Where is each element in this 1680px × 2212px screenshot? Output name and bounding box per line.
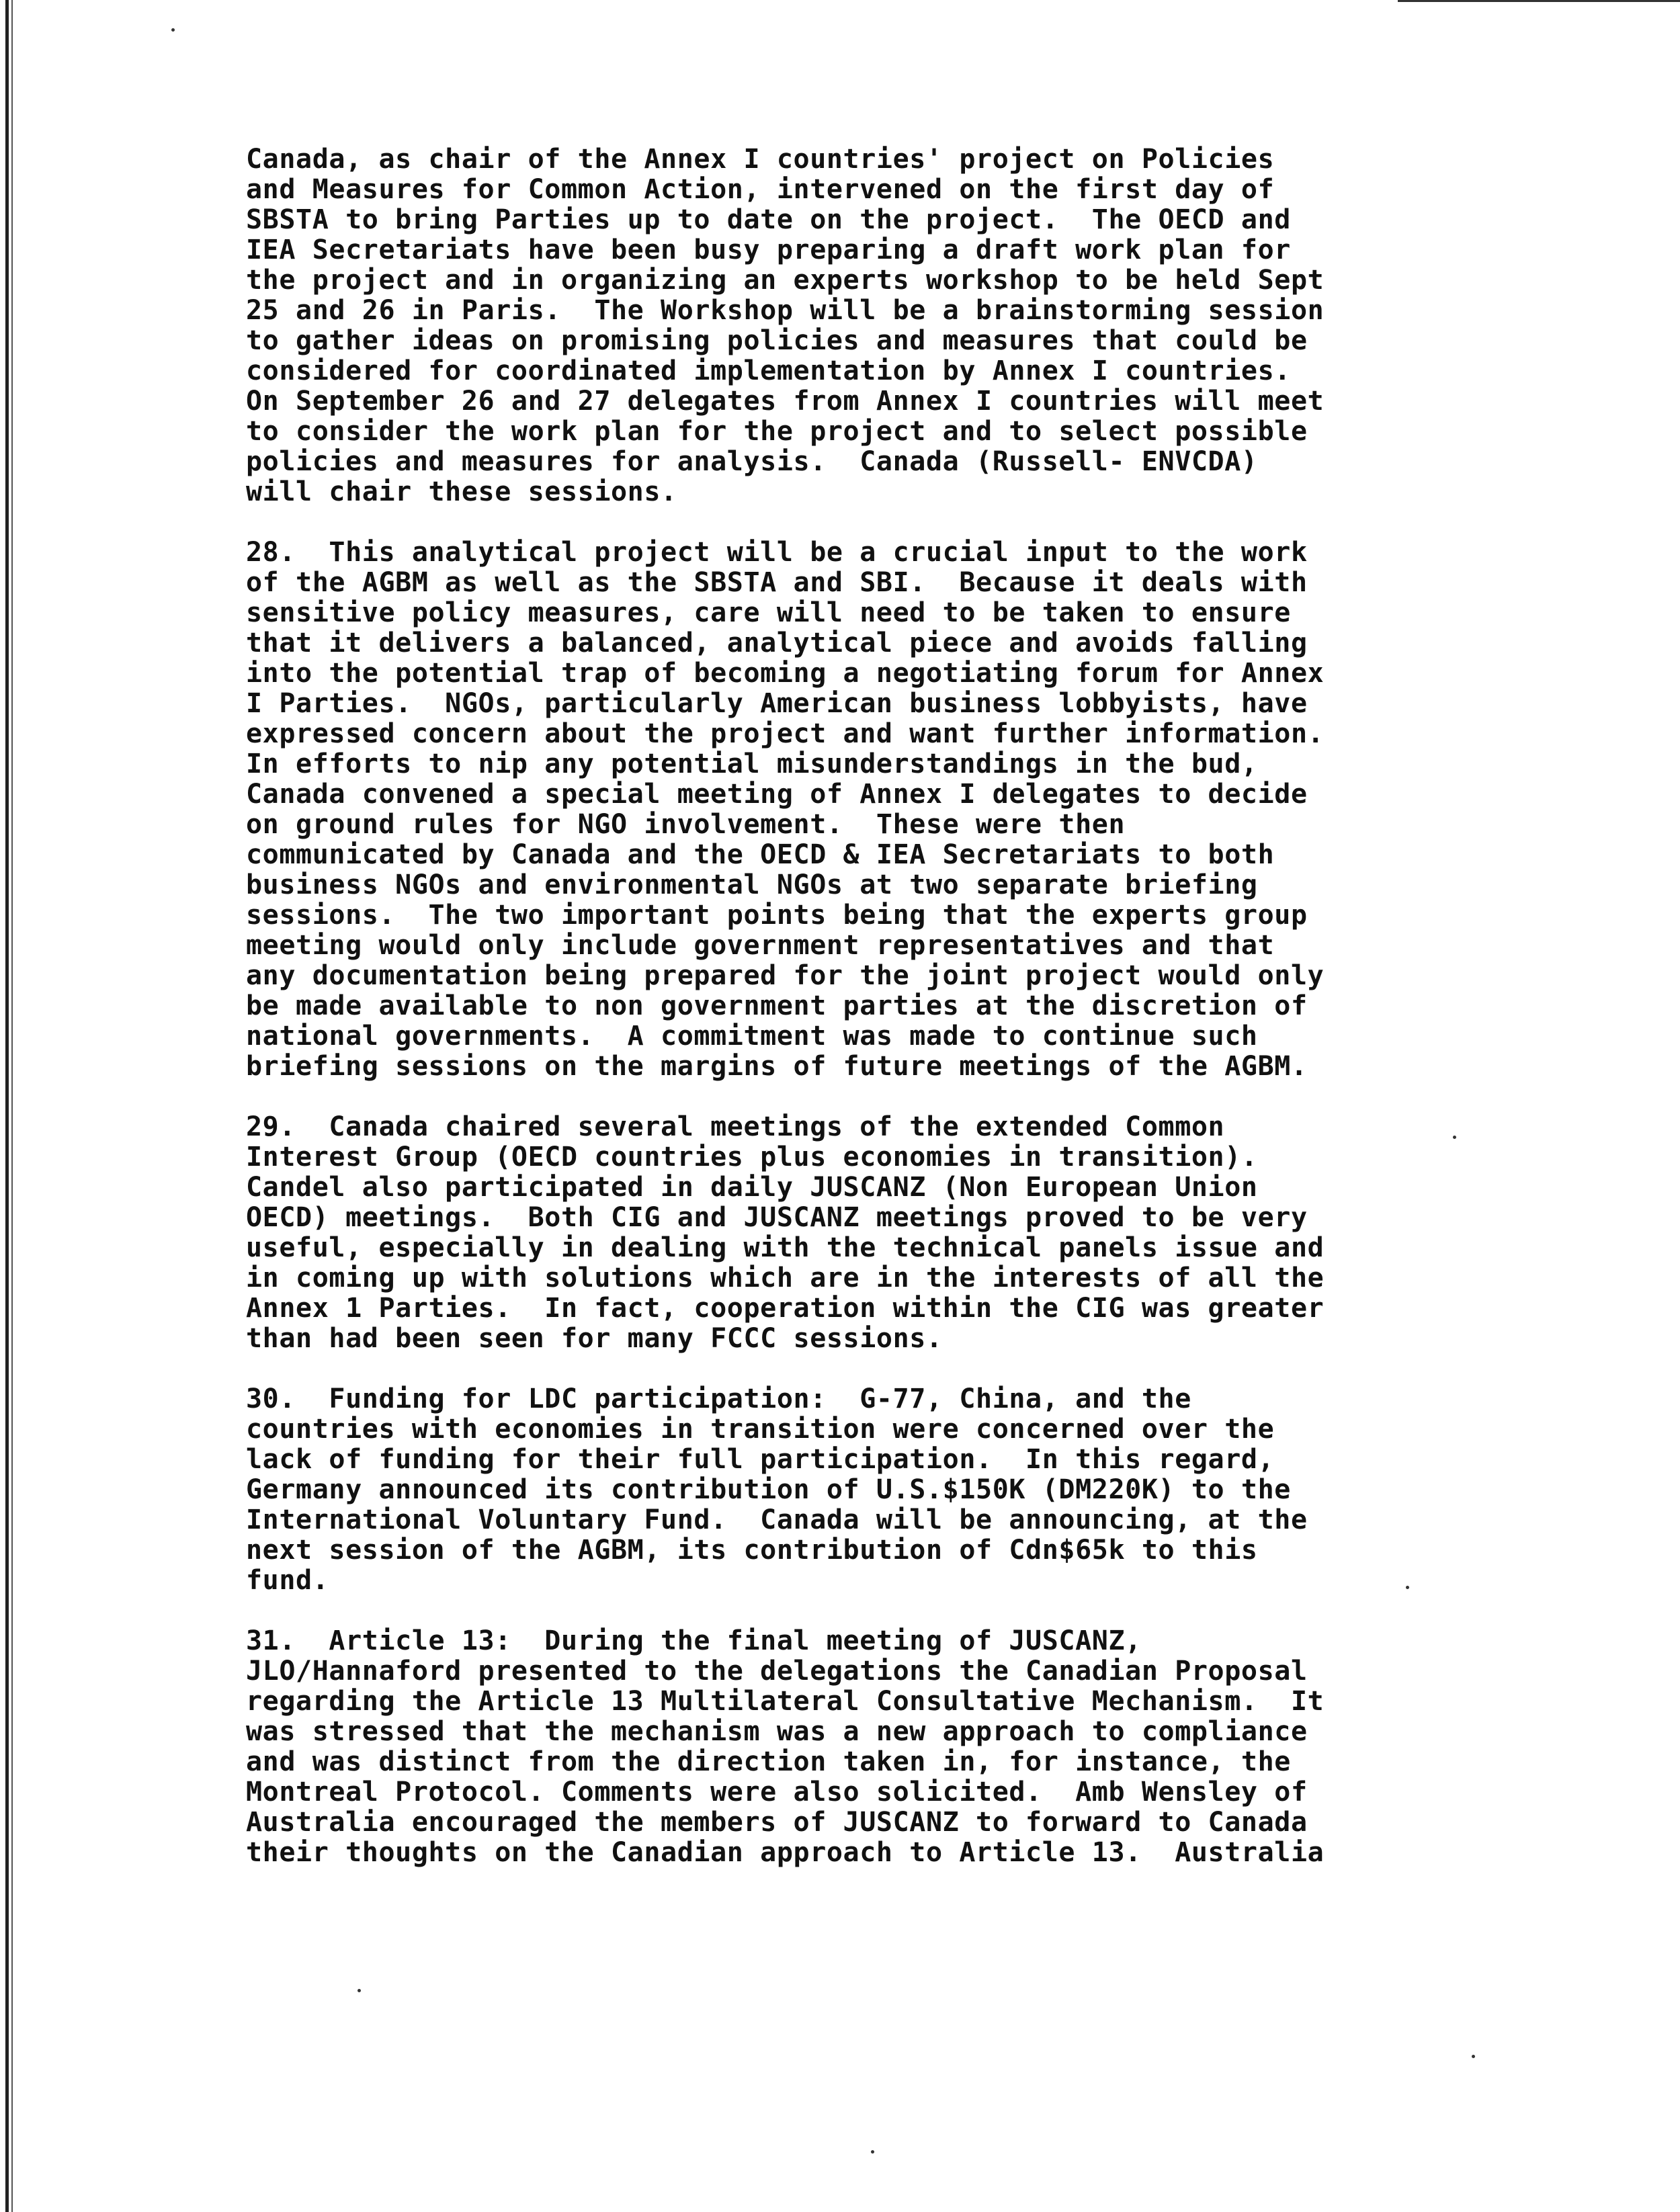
text-line: 31. Article 13: During the final meeting of JUSCANZ, xyxy=(246,1625,1142,1656)
document-body xyxy=(246,144,1469,1898)
text-line: next session of the AGBM, its contribution of Cdn$65k to this xyxy=(246,1535,1258,1566)
text-line: 29. Canada chaired several meetings of the extended Common xyxy=(246,1111,1225,1142)
text-line: and Measures for Common Action, intervened on the first day of xyxy=(246,174,1275,205)
text-line: Canada, as chair of the Annex I countries' project on Policies xyxy=(246,144,1275,175)
text-line: OECD) meetings. Both CIG and JUSCANZ meetings proved to be very xyxy=(246,1202,1308,1233)
text-line: was stressed that the mechanism was a new approach to compliance xyxy=(246,1716,1308,1747)
text-line: countries with economies in transition were concerned over the xyxy=(246,1414,1275,1445)
text-line: that it delivers a balanced, analytical piece and avoids falling xyxy=(246,628,1308,658)
text-line: fund. xyxy=(246,1565,329,1596)
scan-edge-left xyxy=(5,0,9,2212)
text-line: sessions. The two important points being that the experts group xyxy=(246,900,1308,931)
scan-speck xyxy=(171,28,175,32)
paragraph xyxy=(246,1112,1469,1354)
text-line: in coming up with solutions which are in the interests of all the xyxy=(246,1263,1325,1293)
text-line: regarding the Article 13 Multilateral Consultative Mechanism. It xyxy=(246,1686,1325,1717)
text-line: Australia encouraged the members of JUSCANZ to forward to Canada xyxy=(246,1807,1308,1838)
scan-speck xyxy=(1472,2055,1475,2058)
text-line: In efforts to nip any potential misunderstandings in the bud, xyxy=(246,749,1258,779)
text-line: 28. This analytical project will be a crucial input to the work xyxy=(246,537,1308,568)
text-line: International Voluntary Fund. Canada will be announcing, at the xyxy=(246,1504,1308,1535)
text-line: IEA Secretariats have been busy preparing a draft work plan for xyxy=(246,235,1291,265)
text-line: will chair these sessions. xyxy=(246,476,677,507)
text-line: considered for coordinated implementation by Annex I countries. xyxy=(246,355,1291,386)
text-line: Annex 1 Parties. In fact, cooperation within the CIG was greater xyxy=(246,1293,1325,1324)
text-line: and was distinct from the direction taken in, for instance, the xyxy=(246,1746,1291,1777)
paragraph xyxy=(246,1626,1469,1868)
text-line: communicated by Canada and the OECD & IEA Secretariats to both xyxy=(246,839,1275,870)
text-line: on ground rules for NGO involvement. These were then xyxy=(246,809,1126,840)
text-line: JLO/Hannaford presented to the delegations the Canadian Proposal xyxy=(246,1656,1308,1687)
text-line: meeting would only include government representatives and that xyxy=(246,930,1275,961)
text-line: Germany announced its contribution of U.S.$150K (DM220K) to the xyxy=(246,1474,1291,1505)
text-line: into the potential trap of becoming a negotiating forum for Annex xyxy=(246,658,1325,689)
paragraph xyxy=(246,1384,1469,1596)
text-line: Candel also participated in daily JUSCANZ (Non European Union xyxy=(246,1172,1258,1203)
text-line: any documentation being prepared for the joint project would only xyxy=(246,960,1325,991)
text-line: 30. Funding for LDC participation: G-77, China, and the xyxy=(246,1384,1191,1414)
text-line: to gather ideas on promising policies and measures that could be xyxy=(246,325,1308,356)
text-line: sensitive policy measures, care will need to be taken to ensure xyxy=(246,597,1291,628)
text-line: SBSTA to bring Parties up to date on the project. The OECD and xyxy=(246,204,1291,235)
text-line: Canada convened a special meeting of Annex I delegates to decide xyxy=(246,779,1308,810)
text-line: the project and in organizing an experts workshop to be held Sept xyxy=(246,265,1325,296)
text-line: national governments. A commitment was made to continue such xyxy=(246,1021,1258,1052)
text-line: expressed concern about the project and want further information. xyxy=(246,718,1325,749)
text-line: Montreal Protocol. Comments were also solicited. Amb Wensley of xyxy=(246,1777,1308,1807)
text-line: On September 26 and 27 delegates from Annex I countries will meet xyxy=(246,386,1325,417)
text-line: Interest Group (OECD countries plus economies in transition). xyxy=(246,1142,1258,1173)
text-line: business NGOs and environmental NGOs at two separate briefing xyxy=(246,869,1258,900)
text-line: to consider the work plan for the project and to select possible xyxy=(246,416,1308,447)
text-line: briefing sessions on the margins of future meetings of the AGBM. xyxy=(246,1051,1308,1082)
text-line: useful, especially in dealing with the technical panels issue and xyxy=(246,1232,1325,1263)
text-line: than had been seen for many FCCC sessions. xyxy=(246,1323,943,1354)
paragraph xyxy=(246,538,1469,1082)
text-line: be made available to non government parties at the discretion of xyxy=(246,990,1308,1021)
text-line: 25 and 26 in Paris. The Workshop will be a brainstorming session xyxy=(246,295,1325,326)
scan-speck xyxy=(871,2150,874,2154)
text-line: I Parties. NGOs, particularly American business lobbyists, have xyxy=(246,688,1308,719)
text-line: lack of funding for their full participation. In this regard, xyxy=(246,1444,1275,1475)
text-line: policies and measures for analysis. Canada (Russell- ENVCDA) xyxy=(246,446,1258,477)
scan-speck xyxy=(358,1989,361,1992)
scan-edge-top xyxy=(1398,0,1680,2)
text-line: their thoughts on the Canadian approach to Article 13. Australia xyxy=(246,1837,1325,1868)
paragraph xyxy=(246,144,1469,507)
scan-edge-left-inner xyxy=(11,0,13,2212)
text-line: of the AGBM as well as the SBSTA and SBI. Because it deals with xyxy=(246,567,1308,598)
